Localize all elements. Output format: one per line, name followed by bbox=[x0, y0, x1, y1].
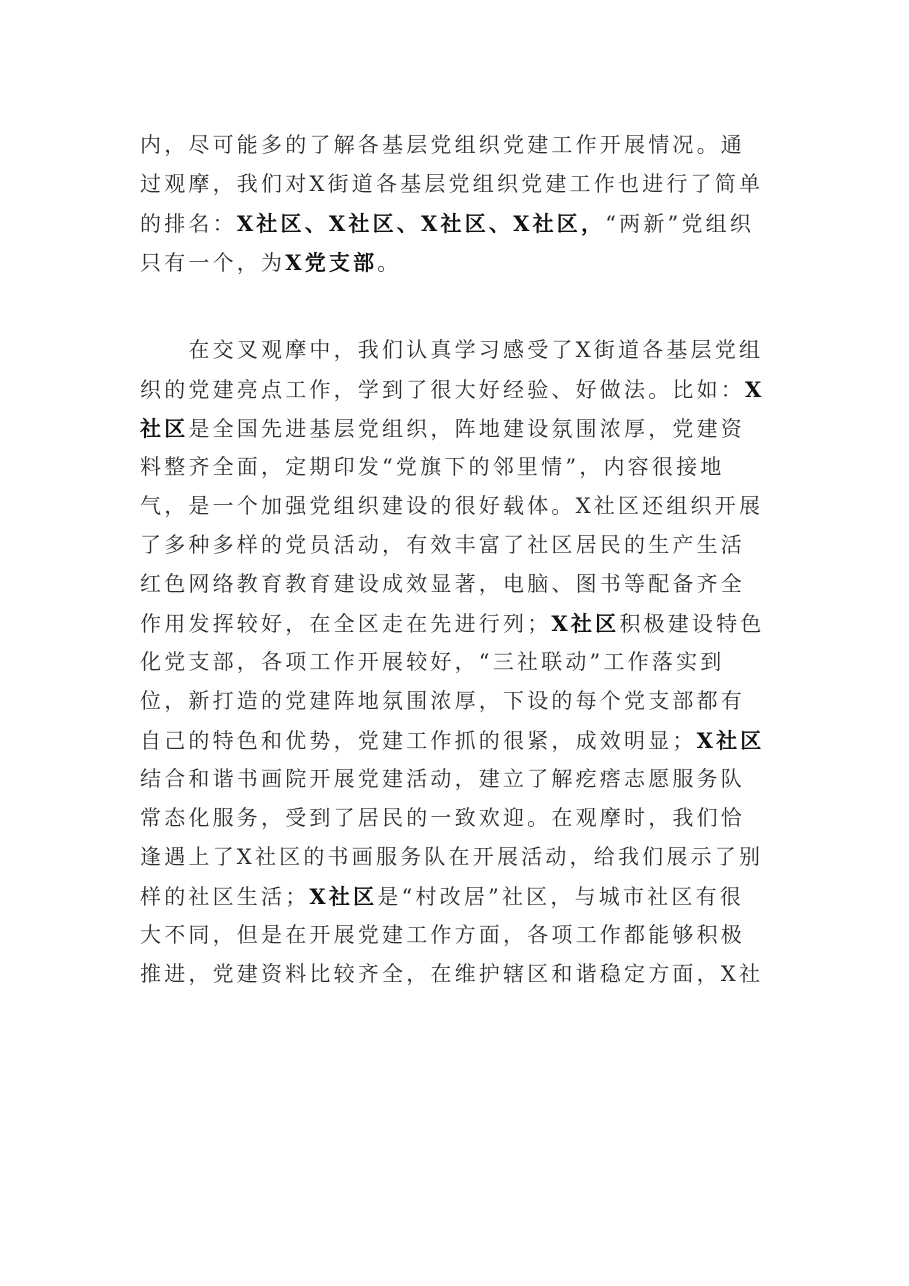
text-line: 气，是一个加强党组织建设的很好载体。X社区还组织开展 bbox=[140, 494, 764, 518]
text-run: 织的党建亮点工作，学到了很大好经验、好做法。比如： bbox=[140, 378, 745, 402]
text-run: 的排名： bbox=[140, 212, 237, 236]
text-line: 结合和谐书画院开展党建活动，建立了解疙瘩志愿服务队 bbox=[140, 767, 745, 791]
text-line: 逢遇上了X社区的书画服务队在开展活动，给我们展示了别 bbox=[140, 845, 764, 869]
text-run: 只有一个，为 bbox=[140, 251, 286, 275]
text-run: 。 bbox=[377, 251, 402, 275]
bold-text-run: X社区 bbox=[696, 728, 765, 753]
text-line: 化党支部，各项工作开展较好，“三社联动”工作落实到 bbox=[140, 650, 725, 674]
text-line: 常态化服务，受到了居民的一致欢迎。在观摩时，我们恰 bbox=[140, 806, 745, 830]
text-run: “两新”党组织 bbox=[605, 212, 755, 236]
text-line: 大不同，但是在开展党建工作方面，各项工作都能够积极 bbox=[140, 923, 745, 947]
text-line bbox=[140, 409, 772, 448]
bold-text-run: X社区 bbox=[551, 611, 620, 636]
bold-text-run: X bbox=[745, 377, 765, 402]
text-run: 作用发挥较好，在全区走在先进行列； bbox=[140, 612, 552, 636]
text-run: 是全国先进基层党组织，阵地建设氛围浓厚，党建资 bbox=[188, 417, 746, 441]
text-line bbox=[140, 604, 772, 643]
text-line: 推进，党建资料比较齐全，在维护辖区和谐稳定方面，X社 bbox=[140, 962, 764, 986]
paragraph-2 bbox=[140, 331, 772, 994]
text-line: 过观摩，我们对X街道各基层党组织党建工作也进行了简单 bbox=[140, 172, 764, 196]
text-line: 位，新打造的党建阵地氛围浓厚，下设的每个党支部都有 bbox=[140, 689, 745, 713]
text-line: 内，尽可能多的了解各基层党组织党建工作开展情况。通 bbox=[140, 133, 745, 157]
text-line: 料整齐全面，定期印发“党旗下的邻里情”，内容很接地 bbox=[140, 455, 725, 479]
text-line bbox=[140, 243, 772, 282]
text-line bbox=[140, 370, 772, 409]
bold-text-run: X社区 bbox=[309, 884, 378, 909]
text-line bbox=[140, 721, 772, 760]
paragraph-1 bbox=[140, 126, 772, 282]
text-line: 红色网络教育教育建设成效显著，电脑、图书等配备齐全 bbox=[140, 572, 745, 596]
text-run: 是“村改居”社区，与城市社区有很 bbox=[377, 885, 744, 909]
bold-text-run: X党支部 bbox=[285, 250, 378, 275]
text-line bbox=[140, 877, 772, 916]
text-line: 了多种多样的党员活动，有效丰富了社区居民的生产生活 bbox=[140, 533, 745, 557]
text-line: 在交叉观摩中，我们认真学习感受了X街道各基层党组 bbox=[140, 338, 764, 362]
text-run: 样的社区生活； bbox=[140, 885, 310, 909]
text-line bbox=[140, 204, 772, 243]
text-run: 积极建设特色 bbox=[619, 612, 765, 636]
text-run: 自己的特色和优势，党建工作抓的很紧，成效明显； bbox=[140, 729, 697, 753]
bold-text-run: 社区 bbox=[140, 416, 189, 441]
bold-text-run: X社区、X社区、X社区、X社区， bbox=[236, 211, 606, 236]
